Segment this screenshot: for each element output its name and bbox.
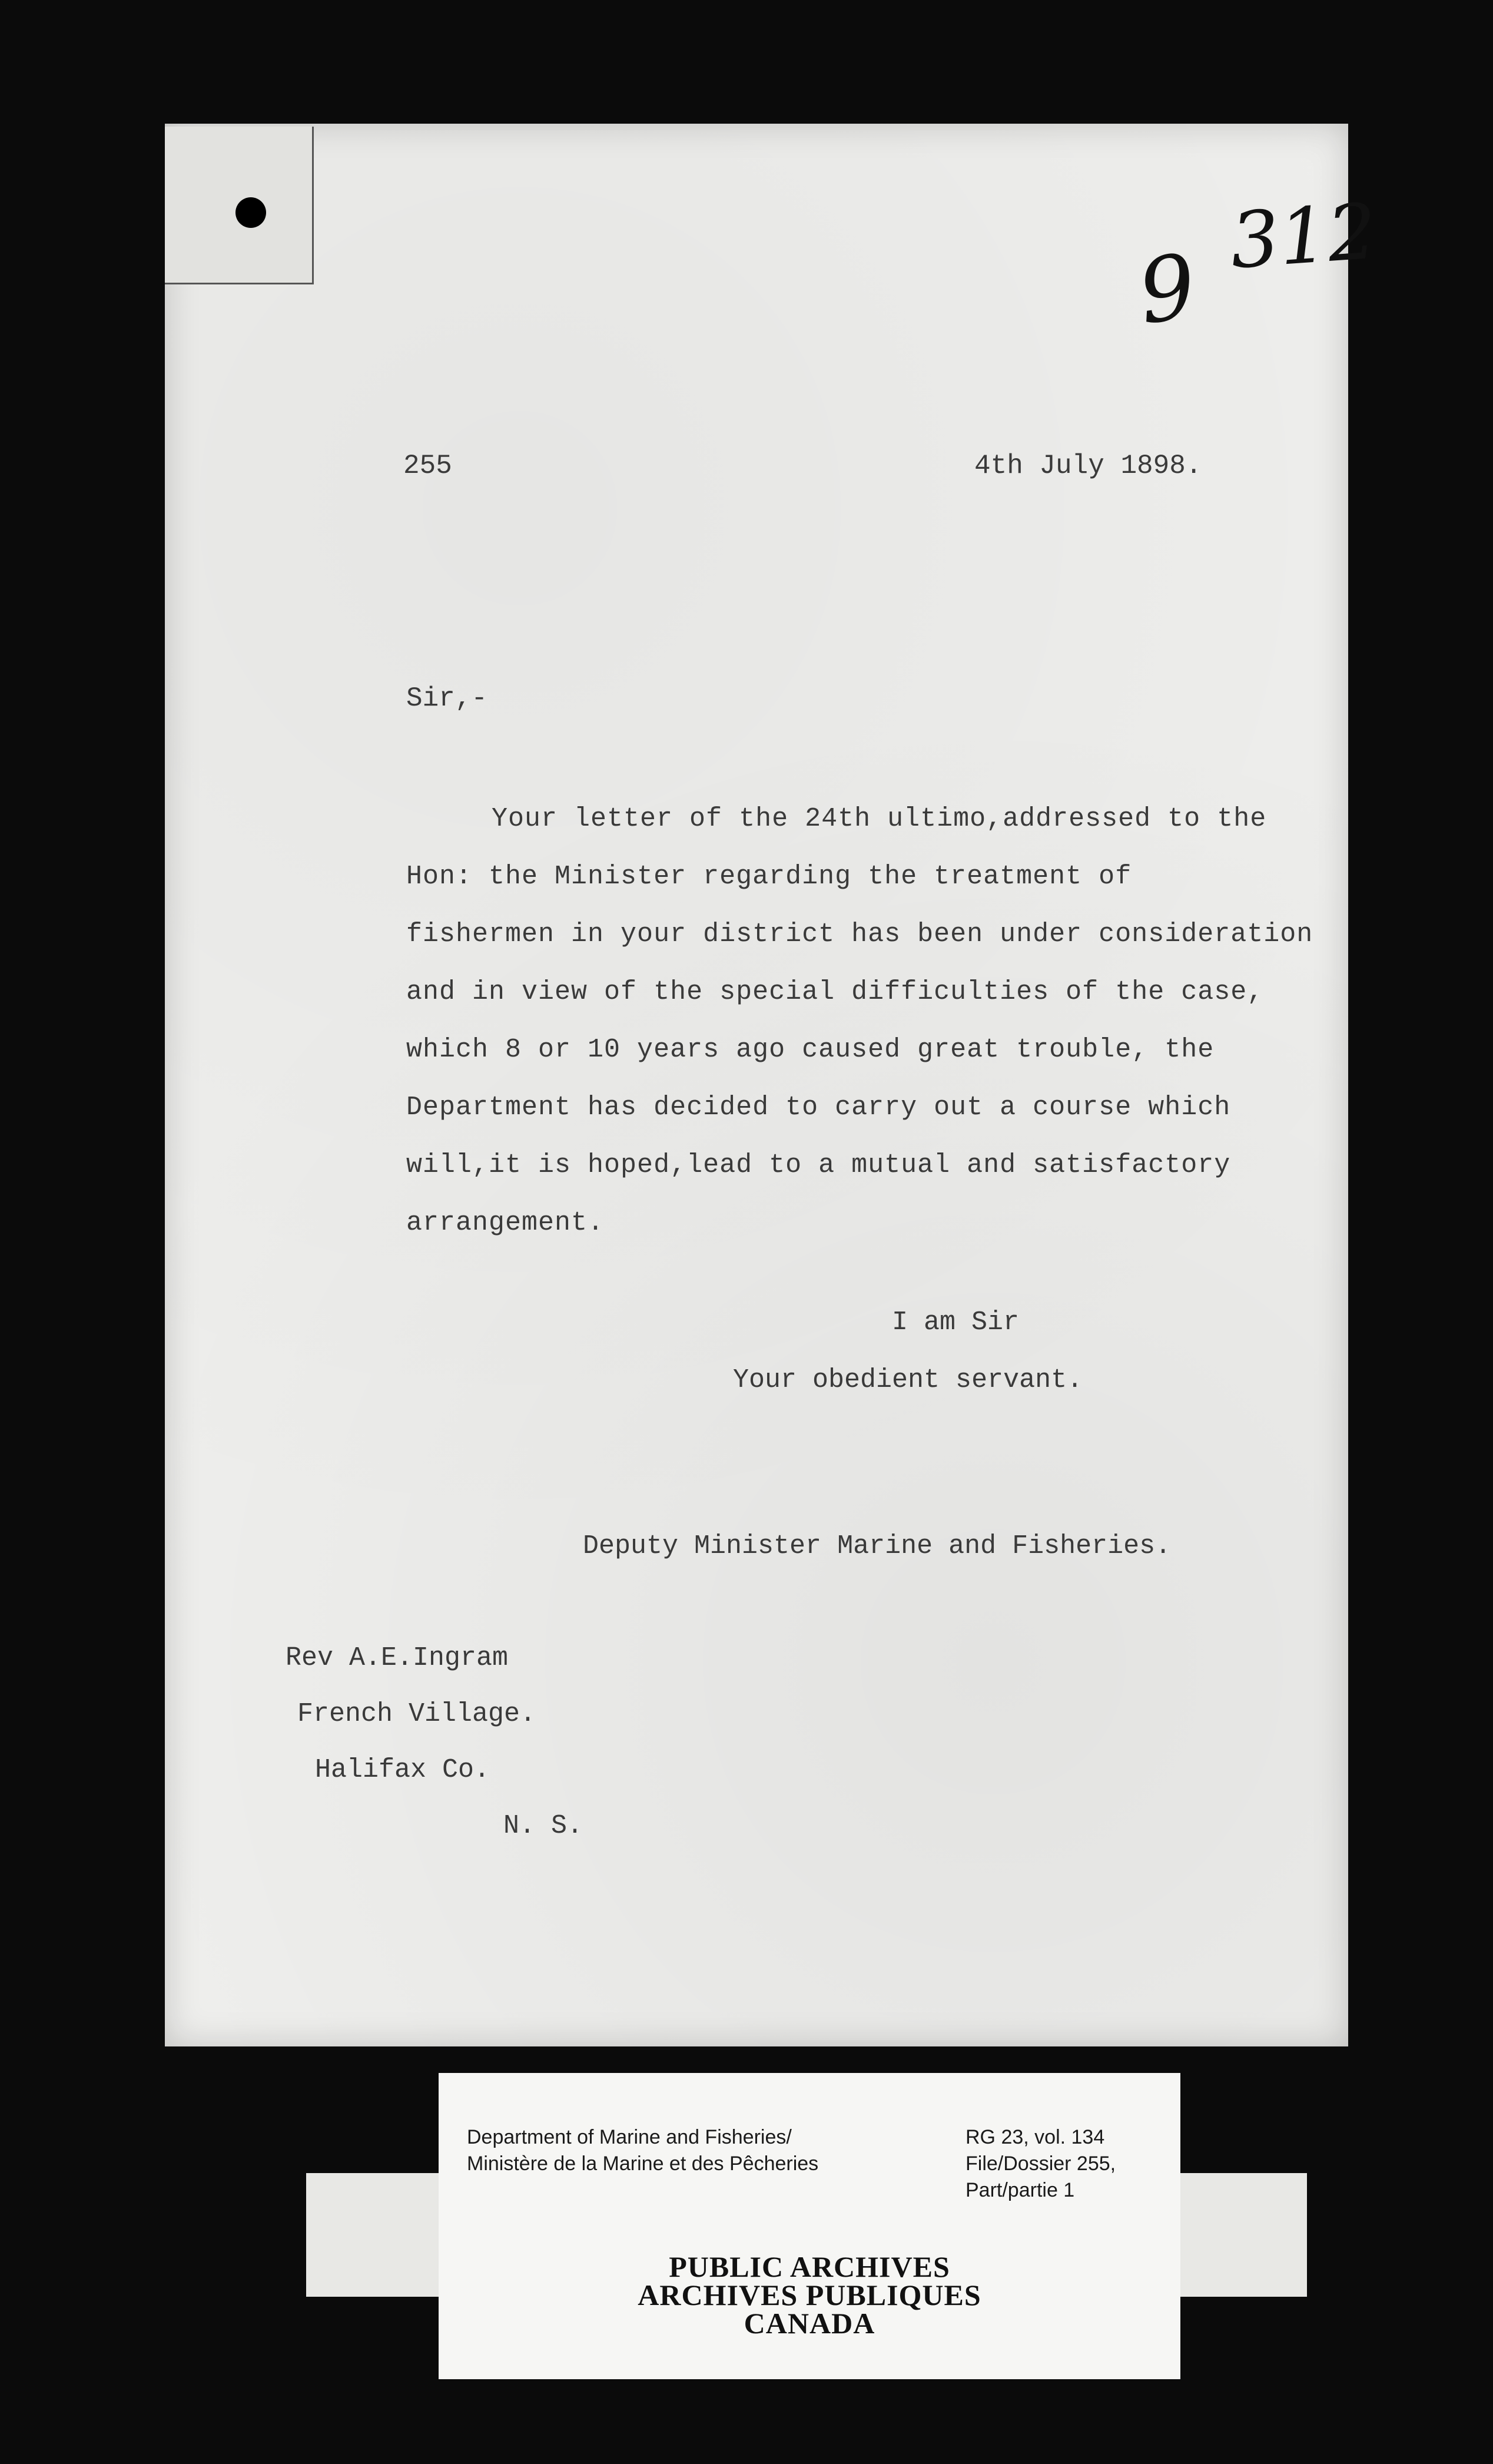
file-number: 255 — [403, 451, 452, 481]
department-name-en: Department of Marine and Fisheries/ — [467, 2126, 792, 2148]
address-line: N. S. — [503, 1811, 583, 1841]
salutation: Sir,- — [406, 683, 488, 714]
archives-stamp-line: ARCHIVES PUBLIQUES — [638, 2278, 981, 2311]
body-line: Department has decided to carry out a course which — [406, 1092, 1231, 1122]
body-line: fishermen in your district has been under consideration — [406, 919, 1313, 949]
part-partie: Part/partie 1 — [966, 2179, 1075, 2201]
body-line: will,it is hoped,lead to a mutual and satisfactory — [406, 1150, 1231, 1180]
body-line: Hon: the Minister regarding the treatment of — [406, 862, 1132, 892]
record-group: RG 23, vol. 134 — [966, 2126, 1105, 2148]
department-name-fr: Ministère de la Marine et des Pêcheries — [467, 2152, 819, 2175]
body-line: and in view of the special difficulties of the case, — [406, 977, 1264, 1007]
punch-hole — [235, 197, 266, 228]
body-line: Your letter of the 24th ultimo,addressed to the — [492, 804, 1267, 834]
signer-title: Deputy Minister Marine and Fisheries. — [583, 1531, 1172, 1561]
body-line: arrangement. — [406, 1208, 605, 1238]
handwritten-folio-mark: 9 — [1132, 235, 1203, 345]
address-line: Rev A.E.Ingram — [286, 1643, 509, 1673]
handwritten-page-number: 312 — [1227, 186, 1380, 286]
body-line: which 8 or 10 years ago caused great trouble, the — [406, 1035, 1215, 1065]
archives-stamp-line: PUBLIC ARCHIVES — [669, 2250, 950, 2283]
address-line: French Village. — [297, 1699, 536, 1729]
letter-date: 4th July 1898. — [974, 451, 1202, 481]
closing-line: Your obedient servant. — [733, 1365, 1083, 1395]
closing-line: I am Sir — [892, 1307, 1020, 1337]
file-dossier: File/Dossier 255, — [966, 2152, 1116, 2175]
archives-stamp-line: CANADA — [744, 2307, 875, 2340]
address-line: Halifax Co. — [315, 1755, 490, 1785]
